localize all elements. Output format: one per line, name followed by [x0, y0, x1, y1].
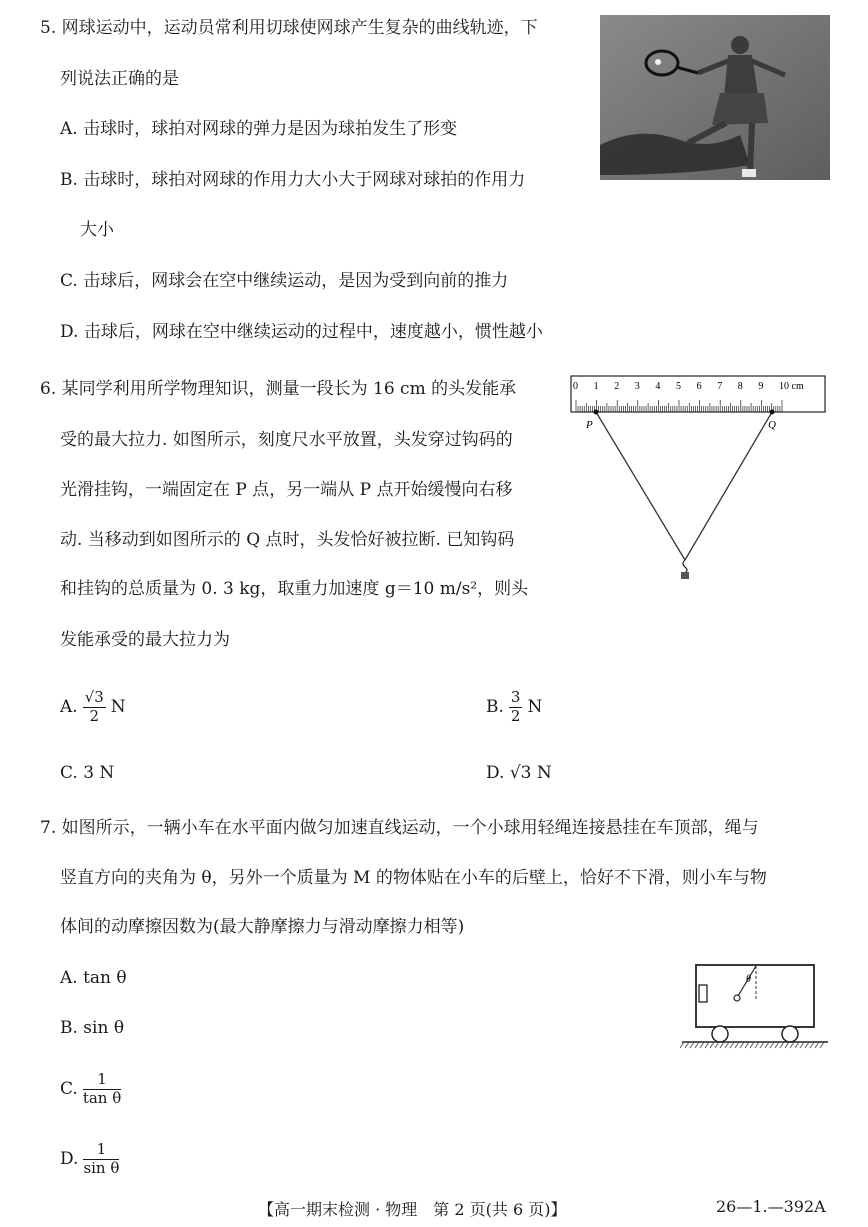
q6-option-b-fraction [509, 690, 523, 725]
q7-option-c [60, 1072, 124, 1107]
ground-hatch-line [705, 1042, 709, 1048]
ground-hatch-line [775, 1042, 779, 1048]
cart-body [696, 965, 814, 1027]
q6-stem-line-4: 动. 当移动到如图所示的 Q 点时，头发恰好被拉断. 已知钩码 [60, 530, 515, 550]
ruler-tick-label: 2 [614, 381, 620, 392]
ruler-tick-label: 10 cm [779, 381, 804, 392]
ground-hatch-line [815, 1042, 819, 1048]
hair-left-segment [596, 412, 685, 560]
ruler-tick-label: 1 [593, 381, 599, 392]
ground-hatch-line [715, 1042, 719, 1048]
ground-hatch-line [780, 1042, 784, 1048]
weight-icon [681, 572, 689, 579]
ruler-tick-label: 3 [634, 381, 640, 392]
q5-option-d: D. 击球后，网球在空中继续运动的过程中，速度越小，惯性越小 [60, 322, 543, 342]
ruler-tick-label: 8 [737, 381, 743, 392]
q7-option-d-denominator: sin θ [83, 1158, 120, 1177]
q5-stem-line-2: 列说法正确的是 [60, 69, 179, 89]
hair-right-segment [685, 412, 772, 560]
ground-hatching [680, 1042, 824, 1048]
ground-hatch-line [740, 1042, 744, 1048]
ruler-tick-label: 6 [696, 381, 702, 392]
ground-hatch-line [810, 1042, 814, 1048]
point-q-marker [770, 410, 775, 415]
q5-option-b: B. 击球时，球拍对网球的作用力大小大于网球对球拍的作用力 [60, 170, 526, 190]
ruler-tick-label: 4 [655, 381, 661, 392]
ground-hatch-line [750, 1042, 754, 1048]
q6-option-b-denominator: 2 [510, 706, 521, 725]
q6-option-b [486, 690, 542, 725]
q6-option-a-denominator: 2 [89, 706, 100, 725]
ground-hatch-line [765, 1042, 769, 1048]
q5-option-c: C. 击球后，网球会在空中继续运动，是因为受到向前的推力 [60, 271, 509, 291]
ground-hatch-line [785, 1042, 789, 1048]
q7-option-d [60, 1142, 122, 1177]
q6-option-b-letter: B. [486, 696, 504, 717]
ground-hatch-line [800, 1042, 804, 1048]
ground-hatch-line [685, 1042, 689, 1048]
right-wheel [782, 1026, 798, 1042]
ground-hatch-line [690, 1042, 694, 1048]
q7-option-c-fraction [83, 1072, 121, 1107]
ground-hatch-line [695, 1042, 699, 1048]
q5-option-a: A. 击球时，球拍对网球的弹力是因为球拍发生了形变 [60, 119, 458, 139]
ground-hatch-line [680, 1042, 684, 1048]
q7-option-c-numerator: 1 [83, 1072, 121, 1090]
q5-option-b-continued: 大小 [80, 220, 114, 240]
q7-option-c-denominator: tan θ [82, 1088, 122, 1107]
q6-option-d: D. √3 N [486, 763, 552, 783]
q7-option-a: A. tan θ [60, 968, 127, 988]
hook-icon [683, 560, 687, 573]
ruler-tick-label: 9 [758, 381, 764, 392]
q6-stem-line-6: 发能承受的最大拉力为 [60, 630, 230, 650]
q7-option-b: B. sin θ [60, 1018, 125, 1038]
ground-hatch-line [760, 1042, 764, 1048]
ground-hatch-line [790, 1042, 794, 1048]
q7-stem-line-3: 体间的动摩擦因数为(最大静摩擦力与滑动摩擦力相等) [60, 917, 465, 937]
q7-stem-line-2: 竖直方向的夹角为 θ，另外一个质量为 M 的物体贴在小车的后壁上，恰好不下滑，则小车与物 [60, 868, 767, 888]
q6-option-b-unit: N [527, 696, 543, 717]
ground-hatch-line [770, 1042, 774, 1048]
q6-stem-line-5: 和挂钩的总质量为 0. 3 kg，取重力加速度 g＝10 m/s²，则头 [60, 579, 529, 599]
q6-stem-line-3: 光滑挂钩，一端固定在 P 点，另一端从 P 点开始缓慢向右移 [60, 480, 513, 500]
ground-hatch-line [700, 1042, 704, 1048]
q6-option-c: C. 3 N [60, 763, 115, 783]
q6-option-a-letter: A. [60, 696, 78, 717]
q6-stem-line-2: 受的最大拉力. 如图所示，刻度尺水平放置，头发穿过钩码的 [60, 430, 513, 450]
q7-option-d-fraction [83, 1142, 119, 1177]
tennis-player-photo [600, 15, 830, 180]
ruler-tick-label: 0 [573, 381, 578, 392]
q7-option-d-numerator: 1 [83, 1142, 119, 1160]
ground-hatch-line [735, 1042, 739, 1048]
ground-hatch-line [755, 1042, 759, 1048]
ground-hatch-line [720, 1042, 724, 1048]
q6-stem-line-1: 6. 某同学利用所学物理知识，测量一段长为 16 cm 的头发能承 [40, 379, 517, 399]
block-m [699, 985, 707, 1002]
q6-option-b-numerator: 3 [510, 688, 521, 706]
q6-option-a-fraction [83, 690, 106, 725]
label-p: P [586, 419, 593, 431]
q6-option-a-unit: N [110, 696, 126, 717]
cart-figure [680, 962, 830, 1050]
paper-code: 26—1.—392A [716, 1197, 826, 1216]
q7-option-c-letter: C. [60, 1078, 78, 1099]
q5-stem-line-1: 5. 网球运动中，运动员常利用切球使网球产生复杂的曲线轨迹，下 [40, 18, 538, 38]
label-q: Q [768, 419, 776, 431]
ruler-hair-figure [568, 372, 830, 582]
q7-option-d-letter: D. [60, 1148, 79, 1169]
q6-option-a [60, 690, 126, 725]
pendulum-ball [734, 995, 740, 1001]
ground-hatch-line [820, 1042, 824, 1048]
page-footer: 【高一期末检测 · 物理 第 2 页(共 6 页)】 [258, 1200, 567, 1219]
ground-hatch-line [805, 1042, 809, 1048]
ground-hatch-line [710, 1042, 714, 1048]
left-wheel [712, 1026, 728, 1042]
q7-stem-line-1: 7. 如图所示，一辆小车在水平面内做匀加速直线运动，一个小球用轻绳连接悬挂在车顶部，绳与 [40, 818, 759, 838]
theta-label: θ [746, 974, 751, 985]
ruler-tick-label: 5 [676, 381, 681, 392]
ground-hatch-line [730, 1042, 734, 1048]
ground-hatch-line [795, 1042, 799, 1048]
ground-hatch-line [725, 1042, 729, 1048]
ground-hatch-line [745, 1042, 749, 1048]
point-p-marker [594, 410, 599, 415]
q6-option-a-numerator: √3 [84, 688, 104, 706]
ruler-tick-label: 7 [717, 381, 723, 392]
